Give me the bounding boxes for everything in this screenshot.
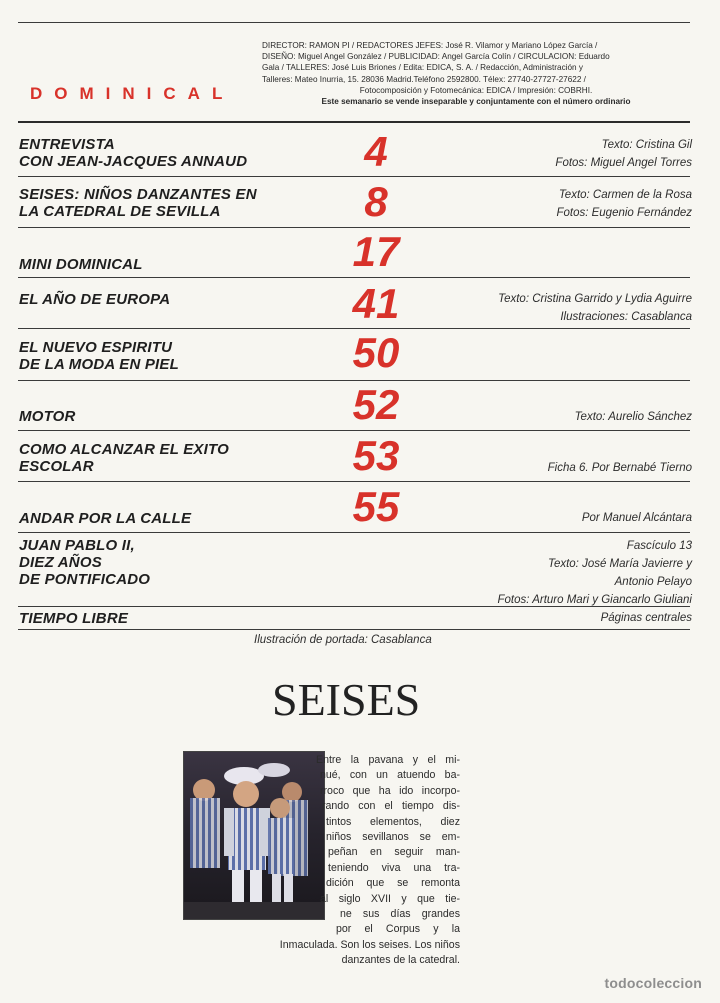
contents-credit: Ficha 6. Por Bernabé Tierno <box>547 462 692 474</box>
section-rule <box>18 176 690 177</box>
contents-title: MOTOR <box>19 408 76 425</box>
feature-text <box>279 753 460 969</box>
page-number: 52 <box>352 381 400 428</box>
credits-line: DISEÑO: Miguel Angel González / PUBLICIDAD: Angel García Colín / CIRCULACION: Eduardo <box>262 52 610 62</box>
credits-line: DIRECTOR: RAMON PI / REDACTORES JEFES: José R. Vilamor y Mariano López García / <box>262 41 598 50</box>
contents-title: MINI DOMINICAL <box>19 256 143 273</box>
contents-credit: Texto: Cristina Garrido y Lydia Aguirre Ilustraciones: Casablanca <box>498 293 692 323</box>
section-rule <box>18 629 690 630</box>
contents-credit: Texto: Carmen de la Rosa Fotos: Eugenio Fernández <box>556 189 692 219</box>
text-line: Entre la pavana y el mi- <box>316 754 460 766</box>
contents-credit: Por Manuel Alcántara <box>581 512 692 524</box>
contents-title: ANDAR POR LA CALLE <box>19 510 192 527</box>
contents-title: TIEMPO LIBRE <box>19 610 129 627</box>
text-line: nué, con un atuendo ba- <box>320 769 460 782</box>
contents-title: EL NUEVO ESPIRITU DE LA MODA EN PIEL <box>19 339 179 373</box>
text-line: Inmaculada. Son los seises. Los niños <box>279 938 460 951</box>
page-number: 50 <box>352 329 400 376</box>
contents-credit: Fascículo 13 Texto: José María Javierre y Antonio Pelayo Fotos: Arturo Mari y Giancarlo Giuliani <box>497 540 692 606</box>
credits-line: Talleres: Mateo Inurria, 15. 28036 Madrid.Teléfono 2592800. Télex: 27740-27727-27622 / <box>262 74 586 84</box>
text-line: rroco que ha ido incorpo- <box>320 784 460 797</box>
contents-title: COMO ALCANZAR EL EXITO ESCOLAR <box>19 441 229 475</box>
section-rule <box>18 606 690 607</box>
masthead: DOMINICAL <box>30 84 235 103</box>
cover-credit: Ilustración de portada: Casablanca <box>254 634 432 646</box>
contents-title: ENTREVISTA CON JEAN-JACQUES ANNAUD <box>19 136 248 170</box>
contents-credit: Páginas centrales <box>600 612 692 624</box>
page-number: 8 <box>364 178 388 225</box>
section-rule <box>18 481 690 482</box>
text-line: teniendo viva una tra- <box>328 861 460 874</box>
section-rule <box>18 121 690 123</box>
credits-line: Gala / TALLERES: José Luis Briones / Edita: EDICA, S. A. / Redacción, Administración y <box>262 63 583 73</box>
text-line: niños sevillanos se em- <box>326 831 460 844</box>
seises-photo <box>183 751 325 920</box>
contents-title: EL AÑO DE EUROPA <box>19 291 171 308</box>
watermark-logo: todocoleccion <box>604 975 702 991</box>
page-number: 17 <box>352 228 400 275</box>
text-line: peñan en seguir man- <box>328 846 460 859</box>
feature-title: SEISES <box>272 674 421 725</box>
contents-credit: Texto: Cristina Gil Fotos: Miguel Angel Torres <box>555 139 692 169</box>
contents-credit: Texto: Aurelio Sánchez <box>574 411 692 423</box>
credits-line: Este semanario se vende inseparable y conjuntamente con el número ordinario <box>321 97 631 107</box>
text-line: ne sus días grandes <box>340 908 460 921</box>
page-number: 55 <box>352 483 400 530</box>
contents-title: JUAN PABLO II, DIEZ AÑOS DE PONTIFICADO <box>19 537 151 588</box>
top-rule <box>18 22 690 23</box>
section-rule <box>18 532 690 533</box>
text-line: tintos elementos, diez <box>326 815 460 828</box>
text-line: al siglo XVII y que tie- <box>320 892 460 905</box>
section-rule <box>18 430 690 431</box>
text-line: dición que se remonta <box>326 877 460 890</box>
contents-title: SEISES: NIÑOS DANZANTES EN LA CATEDRAL DE SEVILLA <box>19 186 257 220</box>
text-line: por el Corpus y la <box>336 923 460 936</box>
page-number: 4 <box>364 128 388 175</box>
text-line: danzantes de la catedral. <box>341 954 460 967</box>
page-number: 53 <box>352 432 400 479</box>
credits-line: Fotocomposición y Fotomecánica: EDICA / Impresión: COBRHI. <box>359 85 593 95</box>
staff-credits <box>262 40 690 107</box>
page-number: 41 <box>352 280 400 327</box>
section-rule <box>18 277 690 278</box>
text-line: rando con el tiempo dis- <box>322 800 460 813</box>
